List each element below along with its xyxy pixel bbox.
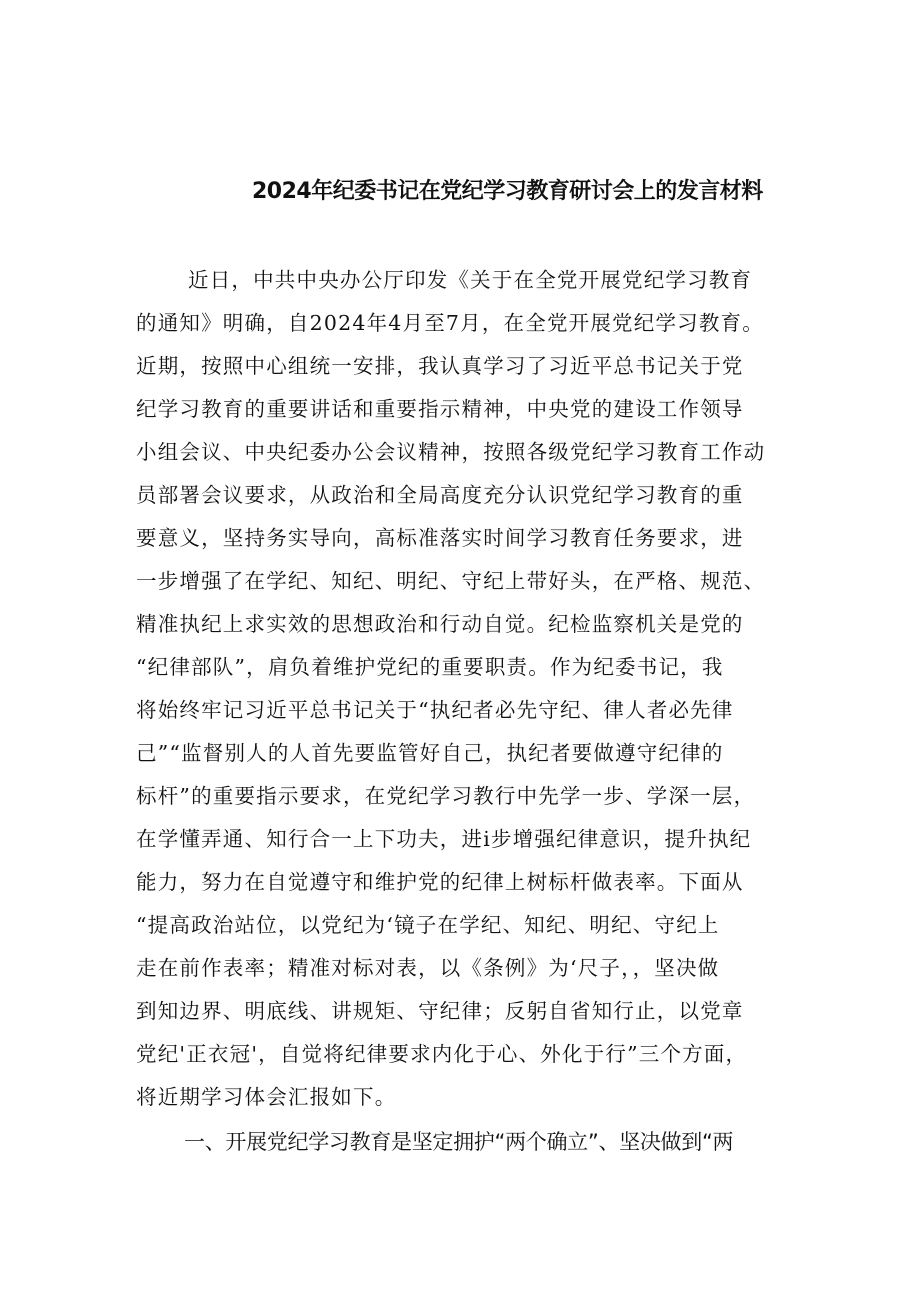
paragraph-line: 的通知》明确，自2024年4月至7月，在全党开展党纪学习教育。 [136,311,764,335]
paragraph-line: 己”“监督别人的人首先要监管好自己，执纪者要做遵守纪律的 [136,741,724,765]
paragraph-line: 党纪'正衣冠'，自觉将纪律要求内化于心、外化于行”三个方面， [136,1042,748,1066]
paragraph-line: 将始终牢记习近平总书记关于“执纪者必先守纪、律人者必先律 [136,698,734,722]
paragraph-line: 将近期学习体会汇报如下。 [136,1085,397,1109]
section-heading: 一、开展党纪学习教育是坚定拥护“两个确立”、坚决做到“两 [184,1130,734,1154]
paragraph-line: 员部署会议要求，从政治和全局高度充分认识党纪学习教育的重 [136,483,744,507]
paragraph-line: 标杆”的重要指示要求，在党纪学习教行中先学一步、学深一层， [136,784,756,808]
paragraph-line: 走在前作表率；精准对标对表，以《条例》为‘尺子，，坚决做 [136,956,720,980]
paragraph-line: 精准执纪上求实效的思想政治和行动自觉。纪检监察机关是党的 [136,612,744,636]
paragraph-line: 要意义，坚持务实导向，高标准落实时间学习教育任务要求，进 [136,526,744,550]
paragraph-line: 能力，努力在自觉遵守和维护党的纪律上树标杆做表率。下面从 [136,870,744,894]
paragraph-line: 在学懂弄通、知行合一上下功夫，进i步增强纪律意识，提升执纪 [136,827,752,851]
paragraph-line: “纪律部队”，肩负着维护党纪的重要职责。作为纪委书记，我 [136,655,724,679]
paragraph-line: 纪学习教育的重要讲话和重要指示精神，中央党的建设工作领导 [136,397,744,421]
paragraph-line: 近日，中共中央办公厅印发《关于在全党开展党纪学习教育 [188,268,753,292]
paragraph-line: 一步增强了在学纪、知纪、明纪、守纪上带好头，在严格、规范、 [136,569,766,593]
paragraph-line: 小组会议、中央纪委办公会议精神，按照各级党纪学习教育工作动 [136,440,766,464]
paragraph-line: 近期，按照中心组统一安排，我认真学习了习近平总书记关于党 [136,354,744,378]
paragraph-line: 到知边界、明底线、讲规矩、守纪律；反躬自省知行止，以党章 [136,999,744,1023]
document-title: 2024年纪委书记在党纪学习教育研讨会上的发言材料 [252,179,763,204]
paragraph-line: “提高政治站位，以党纪为‘镜子在学纪、知纪、明纪、守纪上 [136,913,720,937]
